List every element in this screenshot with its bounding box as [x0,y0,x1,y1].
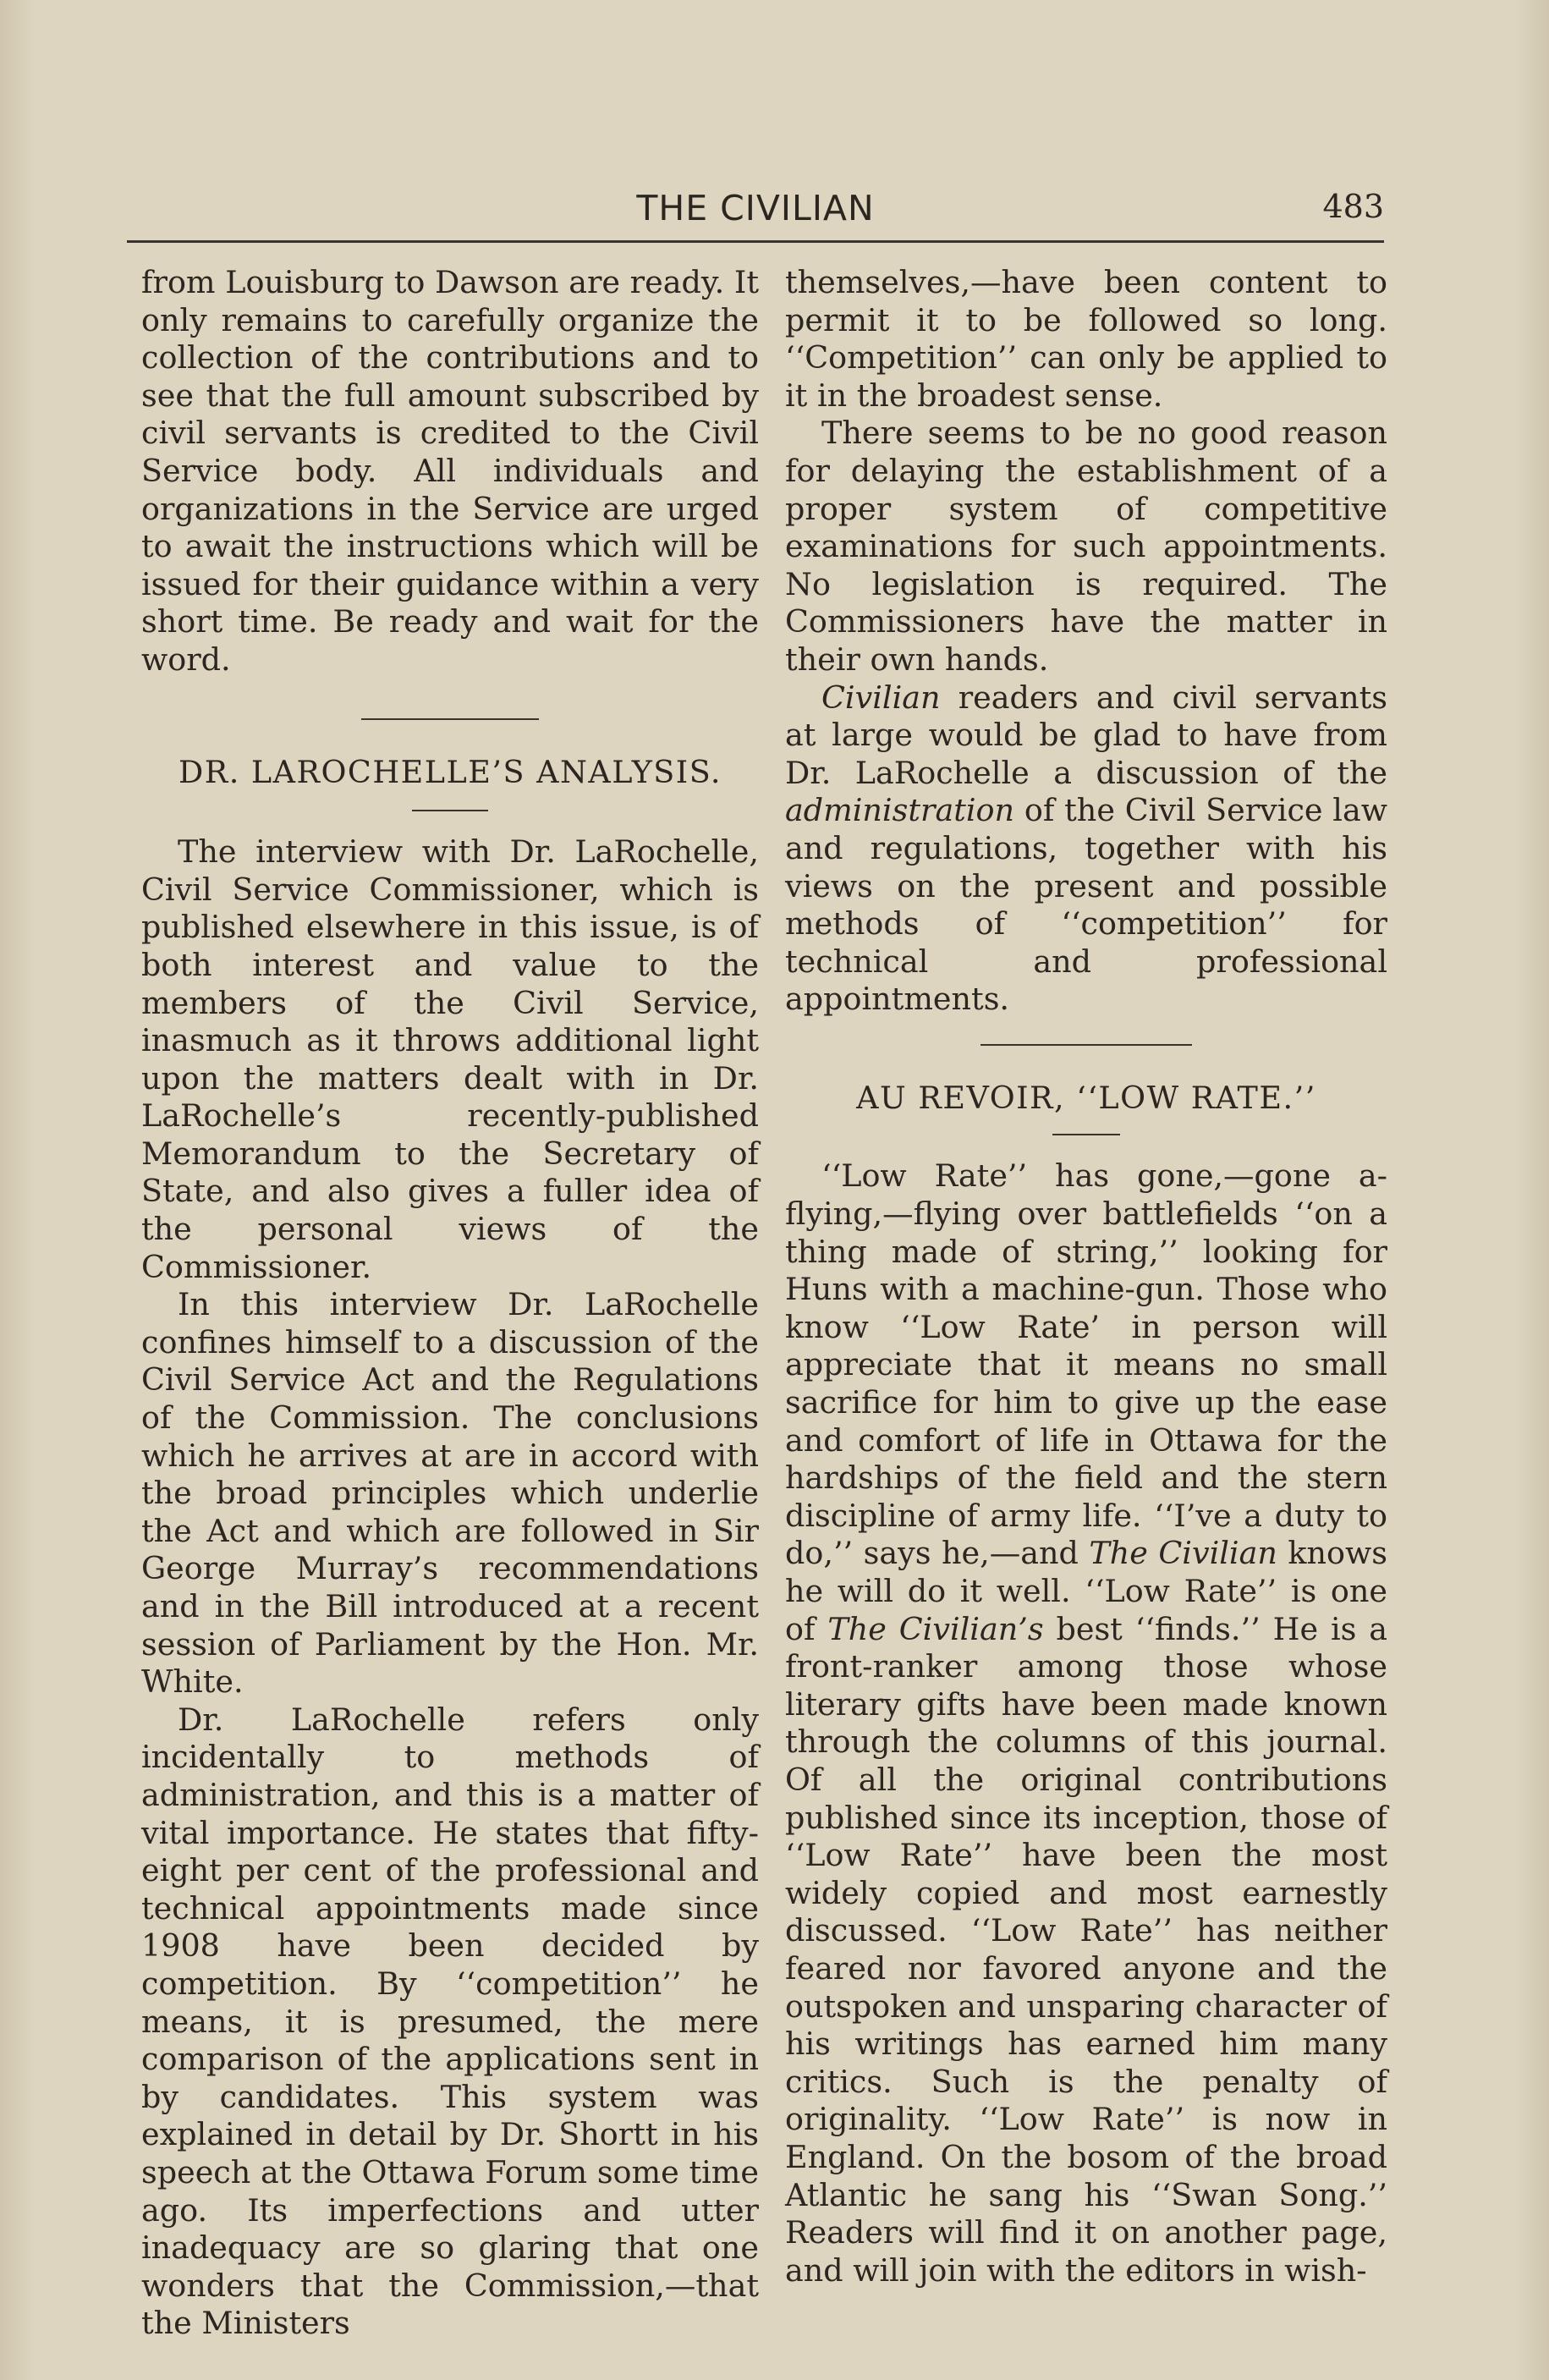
paragraph: The interview with Dr. LaRochelle, Civil Service Commissioner, which is published elsewhere in this issue, is of both interest and value to the members of the Civil Service, inasmuch as it throws additional light upon the matters dealt with in Dr. LaRochelle’s recently-published Memorandum to the Secretary of State, and also gives a fuller idea of the personal views of the Commissioner. [141,833,759,1285]
paragraph: from Louisburg to Dawson are ready. It only remains to carefully organize the collection of the contributions and to see that the full amount subscribed by civil servants is credited to the Civil Service body. All individuals and organizations in the Service are urged to await the instructions which will be issued for their guidance within a very short time. Be ready and wait for the word. [141,264,759,678]
text-run: readers and civil servants at large would be glad to have from Dr. LaRochelle a discussion of the [785,679,1387,791]
text-run: ‘‘Low Rate’’ has gone,—gone a-flying,—flying over battlefields ‘‘on a thing made of string,’’ looking for Huns with a machine-gun. Those who know ‘‘Low Rate’ in person will appreciate that it means no small sacrifice for him to give up the ease and comfort of life in Ottawa for the hardships of the field and the stern discipline of army life. ‘‘I’ve a duty to do,’’ says he,—and [785,1157,1387,1572]
section-heading: AU REVOIR, ‘‘LOW RATE.’’ [856,1079,1316,1116]
text-run: of the Civil Service law and regulations, together with his views on the present and possible methods of ‘‘competition’’ for technical and professional appointments. [785,792,1387,1018]
journal-title: THE CIVILIAN [636,188,875,228]
right-column [785,264,1387,2289]
text-run: best ‘‘finds.’’ He is a front-ranker among those whose literary gifts have been made known through the columns of this journal. Of all the original contributions published since its inception, those of ‘‘Low Rate’’ have been the most widely copied and most earnestly discussed. ‘‘Low Rate’’ has neither feared nor favored anyone and the outspoken and unsparing character of his writings has earned him many critics. Such is the penalty of originality. ‘‘Low Rate’’ is now in England. On the bosom of the broad Atlantic he sang his ‘‘Swan Song.’’ Readers will find it on another page, and will join with the editors in wish- [785,1610,1388,2289]
section-heading: DR. LAROCHELLE’S ANALYSIS. [178,753,722,790]
paragraph: In this interview Dr. LaRochelle confines himself to a discussion of the Civil Service Act and the Regulations of the Commission. The conclusions which he arrives at are in accord with the broad principles which underlie the Act and which are followed in Sir George Murray’s recommendations and in the Bill introduced at a recent session of Parliament by the Hon. Mr. White. [141,1286,759,1701]
italic-text: Civilian [821,679,941,716]
left-column [141,264,759,2343]
paragraph: Dr. LaRochelle refers only incidentally to methods of administration, and this is a matter of vital importance. He states that fifty-eight per cent of the professional and technical appointments made since 1908 have been decided by competition. By ‘‘competition’’ he means, it is presumed, the mere comparison of the applications sent in by candidates. This system was explained in detail by Dr. Shortt in his speech at the Ottawa Forum some time ago. Its imperfections and utter inadequacy are so glaring that one wonders that the Commission,—that the Ministers [141,1701,759,2342]
running-header [127,188,1384,230]
page-number: 483 [1322,188,1384,225]
italic-text: The Civilian’s [827,1610,1044,1647]
paragraph: themselves,—have been content to permit it to be followed so long. ‘‘Competition’’ can only be applied to it in the broadest sense. [785,264,1387,414]
italic-text: The Civilian [1089,1535,1277,1572]
paragraph [785,679,1387,1019]
header-rule [127,240,1384,243]
paragraph [785,1157,1387,2289]
text-run: knows he will do it well. ‘‘Low Rate’’ is one of [785,1535,1387,1647]
paragraph: There seems to be no good reason for delaying the establishment of a proper system of competitive examinations for such appointments. No legislation is required. The Commissioners have the matter in their own hands. [785,415,1387,678]
italic-text: administration [785,792,1015,829]
